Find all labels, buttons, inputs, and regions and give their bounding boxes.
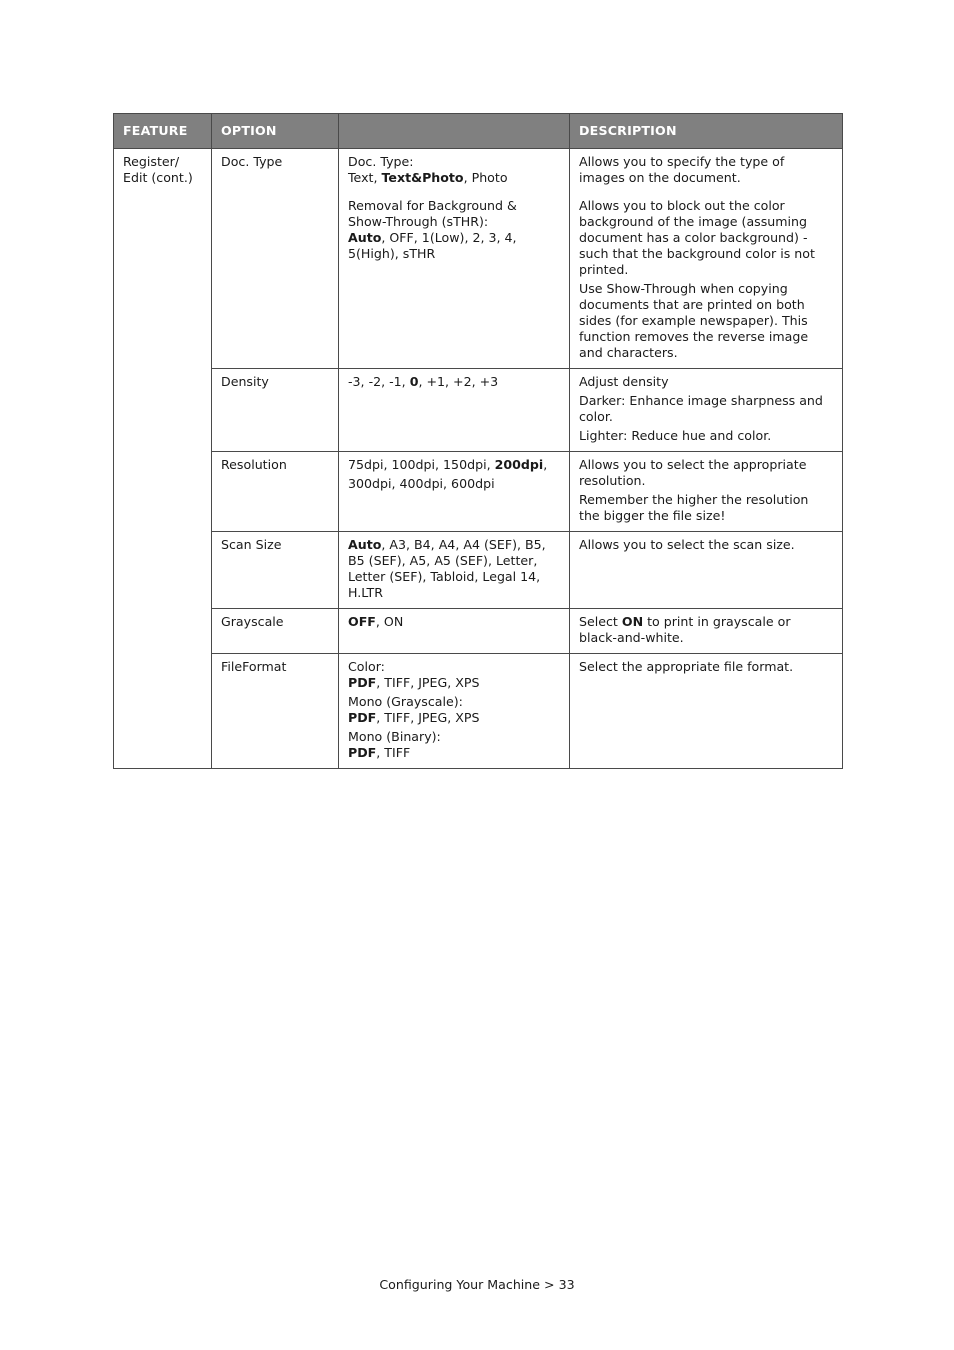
cell-line [579, 329, 833, 345]
cell-line [348, 553, 560, 569]
text-run: color. [579, 409, 613, 424]
text-run: , TIFF, JPEG, XPS [376, 675, 480, 690]
description-cell [570, 452, 843, 532]
bold-value: PDF [348, 710, 377, 725]
text-run: Color: [348, 659, 385, 674]
cell-paragraph [579, 457, 833, 489]
cell-paragraph [348, 457, 560, 473]
cell-paragraph [579, 393, 833, 425]
text-run: documents that are printed on both [579, 297, 805, 312]
text-run: Removal for Background & [348, 198, 517, 213]
text-run: , A3, B4, A4, A4 (SEF), B5, [381, 537, 546, 552]
text-run: printed. [579, 262, 629, 277]
text-run: , TIFF, JPEG, XPS [376, 710, 480, 725]
description-cell [570, 532, 843, 609]
option-cell: Grayscale [212, 609, 339, 654]
cell-line [348, 694, 560, 710]
description-cell [570, 369, 843, 452]
option-cell: Resolution [212, 452, 339, 532]
value-cell [339, 654, 570, 769]
header-description: DESCRIPTION [570, 114, 843, 149]
cell-paragraph [579, 281, 833, 361]
text-run: Mono (Grayscale): [348, 694, 463, 709]
cell-paragraph [579, 154, 833, 186]
text-run: Allows you to block out the color [579, 198, 785, 213]
text-run: Select the appropriate file format. [579, 659, 794, 674]
cell-line [348, 230, 560, 246]
header-row [114, 114, 843, 149]
cell-line [579, 281, 833, 297]
value-cell [339, 532, 570, 609]
cell-line [579, 508, 833, 524]
cell-line [348, 585, 560, 601]
cell-paragraph [579, 198, 833, 278]
cell-line [579, 246, 833, 262]
table-row [114, 369, 843, 452]
cell-paragraph [348, 537, 560, 601]
cell-line [579, 457, 833, 473]
cell-line [579, 198, 833, 214]
cell-line [579, 428, 833, 444]
cell-paragraph [348, 659, 560, 691]
cell-paragraph [579, 428, 833, 444]
text-run: to print in grayscale or [643, 614, 791, 629]
description-cell [570, 149, 843, 369]
value-cell [339, 609, 570, 654]
table-body [114, 149, 843, 769]
text-run: -3, -2, -1, [348, 374, 410, 389]
cell-line [348, 745, 560, 761]
cell-line [579, 230, 833, 246]
text-run: such that the background color is not [579, 246, 815, 261]
feature-line: Register/ [123, 154, 180, 169]
cell-line [579, 393, 833, 409]
cell-line [579, 473, 833, 489]
text-run: sides (for example newspaper). This [579, 313, 808, 328]
cell-line [579, 313, 833, 329]
cell-line [579, 214, 833, 230]
bold-value: 200dpi [494, 457, 544, 472]
text-run: Remember the higher the resolution [579, 492, 809, 507]
text-run: Adjust density [579, 374, 669, 389]
text-run: Allows you to select the appropriate [579, 457, 807, 472]
cell-paragraph [348, 198, 560, 262]
cell-line [579, 170, 833, 186]
option-cell: Doc. Type [212, 149, 339, 369]
bold-value: PDF [348, 675, 377, 690]
text-run: Allows you to specify the type of [579, 154, 785, 169]
text-run: Allows you to select the scan size. [579, 537, 795, 552]
text-run: , +1, +2, +3 [418, 374, 499, 389]
text-run: function removes the reverse image [579, 329, 809, 344]
cell-paragraph [348, 476, 560, 492]
cell-paragraph [579, 614, 833, 646]
text-run: resolution. [579, 473, 646, 488]
header-option: OPTION [212, 114, 339, 149]
cell-line [348, 374, 560, 390]
text-run: 300dpi, 400dpi, 600dpi [348, 476, 495, 491]
cell-line [348, 569, 560, 585]
table-row [114, 149, 843, 369]
bold-value: 0 [409, 374, 419, 389]
text-run: black-and-white. [579, 630, 684, 645]
bold-value: Auto [348, 230, 382, 245]
table-row [114, 532, 843, 609]
text-run: 5(High), sTHR [348, 246, 436, 261]
text-run: Select [579, 614, 622, 629]
cell-paragraph [348, 729, 560, 761]
table-row [114, 609, 843, 654]
cell-line [348, 170, 560, 186]
bold-value: ON [621, 614, 644, 629]
cell-paragraph [348, 694, 560, 726]
cell-line [579, 537, 833, 553]
bold-value: OFF [348, 614, 376, 629]
cell-line [579, 345, 833, 361]
cell-line [348, 614, 560, 630]
cell-line [579, 659, 833, 675]
cell-line [579, 409, 833, 425]
cell-line [579, 374, 833, 390]
header-value [339, 114, 570, 149]
text-run: Doc. Type: [348, 154, 414, 169]
table-row [114, 654, 843, 769]
cell-line [348, 710, 560, 726]
cell-line [348, 659, 560, 675]
feature-cell [114, 149, 212, 769]
header-feature: FEATURE [114, 114, 212, 149]
cell-line [348, 675, 560, 691]
feature-line: Edit (cont.) [123, 170, 193, 185]
text-run: and characters. [579, 345, 678, 360]
table-header [114, 114, 843, 149]
option-cell: Density [212, 369, 339, 452]
bold-value: Auto [348, 537, 382, 552]
table-row [114, 452, 843, 532]
cell-paragraph [348, 614, 560, 630]
cell-paragraph [579, 492, 833, 524]
value-cell [339, 369, 570, 452]
cell-line [579, 492, 833, 508]
cell-line [348, 246, 560, 262]
bold-value: Text&Photo [381, 170, 464, 185]
option-cell: Scan Size [212, 532, 339, 609]
cell-line [579, 262, 833, 278]
cell-line [579, 154, 833, 170]
cell-line [348, 214, 560, 230]
cell-line [348, 476, 560, 492]
text-run: images on the document. [579, 170, 741, 185]
cell-line [348, 198, 560, 214]
text-run: Darker: Enhance image sharpness and [579, 393, 823, 408]
cell-line [348, 729, 560, 745]
text-run: , [543, 457, 548, 472]
text-run: , ON [375, 614, 404, 629]
text-run: Mono (Binary): [348, 729, 441, 744]
cell-paragraph [579, 374, 833, 390]
cell-paragraph [348, 374, 560, 390]
text-run: Text, [348, 170, 382, 185]
description-cell [570, 654, 843, 769]
text-run: , OFF, 1(Low), 2, 3, 4, [381, 230, 517, 245]
cell-line [348, 154, 560, 170]
page-footer: Configuring Your Machine > 33 [379, 1277, 575, 1292]
option-cell: FileFormat [212, 654, 339, 769]
text-run: , TIFF [376, 745, 411, 760]
cell-line [348, 457, 560, 473]
value-cell [339, 149, 570, 369]
bold-value: PDF [348, 745, 377, 760]
settings-table [113, 113, 843, 769]
cell-line [579, 614, 833, 630]
cell-line [579, 297, 833, 313]
text-run: H.LTR [348, 585, 383, 600]
text-run: , Photo [463, 170, 508, 185]
cell-paragraph [579, 659, 833, 675]
text-run: the bigger the file size! [579, 508, 726, 523]
text-run: background of the image (assuming [579, 214, 808, 229]
text-run: 75dpi, 100dpi, 150dpi, [348, 457, 495, 472]
value-cell [339, 452, 570, 532]
text-run: Letter (SEF), Tabloid, Legal 14, [348, 569, 541, 584]
cell-paragraph [348, 154, 560, 186]
text-run: document has a color background) - [579, 230, 808, 245]
cell-line [348, 537, 560, 553]
text-run: Show-Through (sTHR): [348, 214, 489, 229]
text-run: B5 (SEF), A5, A5 (SEF), Letter, [348, 553, 538, 568]
description-cell [570, 609, 843, 654]
cell-paragraph [579, 537, 833, 553]
text-run: Lighter: Reduce hue and color. [579, 428, 772, 443]
cell-line [579, 630, 833, 646]
text-run: Use Show-Through when copying [579, 281, 788, 296]
